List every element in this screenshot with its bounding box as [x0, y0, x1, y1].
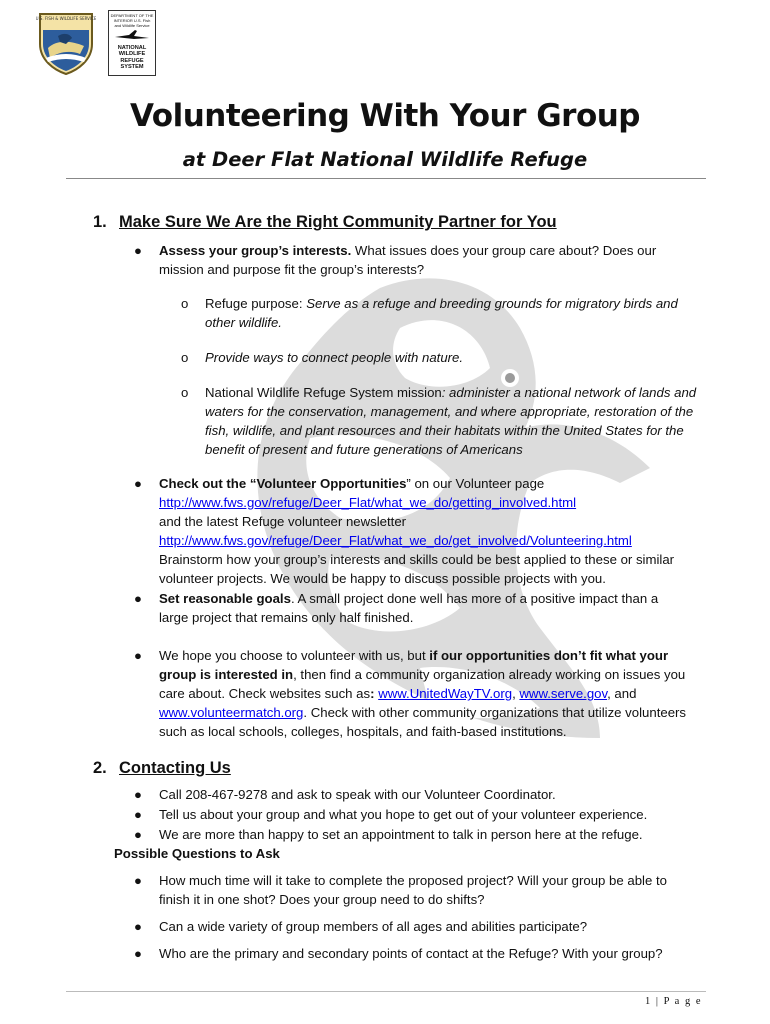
bullet-text: Can a wide variety of group members of all ages and abilities participate? — [159, 919, 588, 934]
nwrs-logo-text: NATIONAL WILDLIFE REFUGE SYSTEM — [117, 45, 147, 71]
list-item — [134, 474, 699, 588]
bullet-icon: ● — [134, 807, 142, 822]
list-item — [134, 646, 699, 741]
circle-bullet-icon: o — [181, 296, 189, 311]
sub-list-item — [181, 294, 703, 332]
list-item — [134, 871, 699, 909]
bullet-text: . A small project done well has more of a positive impact than a large project that remains only half finished. — [159, 591, 659, 625]
bullet-colon: : — [370, 686, 379, 701]
circle-bullet-icon: o — [181, 350, 189, 365]
footer-divider — [66, 991, 706, 992]
bullet-text: Call 208-467-9278 and ask to speak with our Volunteer Coordinator. — [159, 787, 556, 802]
section1-heading — [93, 213, 557, 232]
bullet-icon: ● — [134, 648, 142, 663]
bullet-icon: ● — [134, 591, 142, 606]
section1-number: 1. — [93, 213, 107, 231]
bullet-bold: Assess your group’s interests. — [159, 243, 352, 258]
page-subtitle: at Deer Flat National Wildlife Refuge — [182, 148, 588, 171]
sub-item-italic: Serve as a refuge and breeding grounds for migratory birds and other wildlife. — [205, 296, 678, 330]
unitedway-link[interactable]: www.UnitedWayTV.org — [378, 686, 513, 701]
bullet-text: . Check with other community organizations that utilize volunteers such as local schools, colleges, hospitals, and faith-based institutions. — [159, 705, 687, 739]
list-item — [134, 785, 699, 804]
sub-item-label: National Wildlife Refuge System mission — [205, 385, 442, 400]
bullet-icon: ● — [134, 476, 142, 491]
bullet-icon: ● — [134, 873, 142, 888]
page-number: 1 | P a g e — [645, 996, 702, 1007]
bullet-text: Tell us about your group and what you hope to get out of your volunteer experience. — [159, 807, 648, 822]
circle-bullet-icon: o — [181, 385, 189, 400]
sub-item-italic: : administer a national network of lands and waters for the conservation, management, and where appropriate, restoration of the fish, wildlife, and plant resources and their habitats within the United States for the benefit of present and future generations of Americans — [205, 385, 697, 457]
sub-list-item — [181, 348, 703, 367]
bullet-icon: ● — [134, 946, 142, 961]
list-item — [134, 589, 689, 627]
list-item — [134, 944, 699, 963]
bullet-icon: ● — [134, 919, 142, 934]
list-item — [134, 805, 699, 824]
bullet-text: ” on our Volunteer page — [406, 476, 545, 491]
volunteermatch-link[interactable]: www.volunteermatch.org — [159, 705, 304, 720]
usfws-logo-text: U.S. FISH & WILDLIFE SERVICE — [36, 16, 96, 21]
volunteering-link[interactable]: http://www.fws.gov/refuge/Deer_Flat/what_we_do/get_involved/Volunteering.html — [159, 533, 632, 548]
bullet-icon: ● — [134, 827, 142, 842]
sub-list-item — [181, 383, 703, 459]
bullet-bold: Check out the “Volunteer Opportunities — [159, 476, 407, 491]
questions-heading: Possible Questions to Ask — [114, 846, 280, 861]
list-item — [134, 917, 699, 936]
nwrs-dept-text: DEPARTMENT OF THE INTERIOR U.S. Fish and Wildlife Service — [110, 13, 154, 28]
list-item — [134, 241, 689, 279]
bullet-text: , — [512, 686, 520, 701]
bullet-text: How much time will it take to complete the proposed project? Will your group be able to finish it in one shot? Does your group need to do shifts? — [159, 873, 667, 907]
bullet-text: What issues does your group care about? Does our mission and purpose fit the group’s interests? — [159, 243, 657, 277]
serve-gov-link[interactable]: www.serve.gov — [519, 686, 608, 701]
bullet-text: and the latest Refuge volunteer newsletter — [159, 514, 407, 529]
bullet-text: Brainstorm how your group’s interests and skills could be best applied to these or similar volunteer projects. We would be happy to discuss possible projects with you. — [159, 552, 675, 586]
section1-heading-text: Make Sure We Are the Right Community Partner for You — [119, 213, 557, 231]
sub-item-label: Refuge purpose: — [205, 296, 307, 311]
bullet-bold: Set reasonable goals — [159, 591, 291, 606]
bullet-icon: ● — [134, 243, 142, 258]
getting-involved-link[interactable]: http://www.fws.gov/refuge/Deer_Flat/what_we_do/getting_involved.html — [159, 495, 577, 510]
bullet-text: We are more than happy to set an appointment to talk in person here at the refuge. — [159, 827, 643, 842]
bullet-text: We hope you choose to volunteer with us, but — [159, 648, 430, 663]
page-title: Volunteering With Your Group — [129, 98, 641, 134]
section2-number: 2. — [93, 759, 107, 777]
list-item — [134, 825, 699, 844]
section2-heading-text: Contacting Us — [119, 759, 231, 777]
bullet-text: Who are the primary and secondary points of contact at the Refuge? With your group? — [159, 946, 663, 961]
bullet-text: , then find a community organization already working on issues you care about. Check websites such as — [159, 667, 686, 701]
bullet-text: , and — [607, 686, 637, 701]
sub-item-italic: Provide ways to connect people with nature. — [205, 350, 464, 365]
bullet-bold: if our opportunities don’t fit what your group is interested in — [159, 648, 669, 682]
section2-heading — [93, 759, 231, 778]
bullet-icon: ● — [134, 787, 142, 802]
